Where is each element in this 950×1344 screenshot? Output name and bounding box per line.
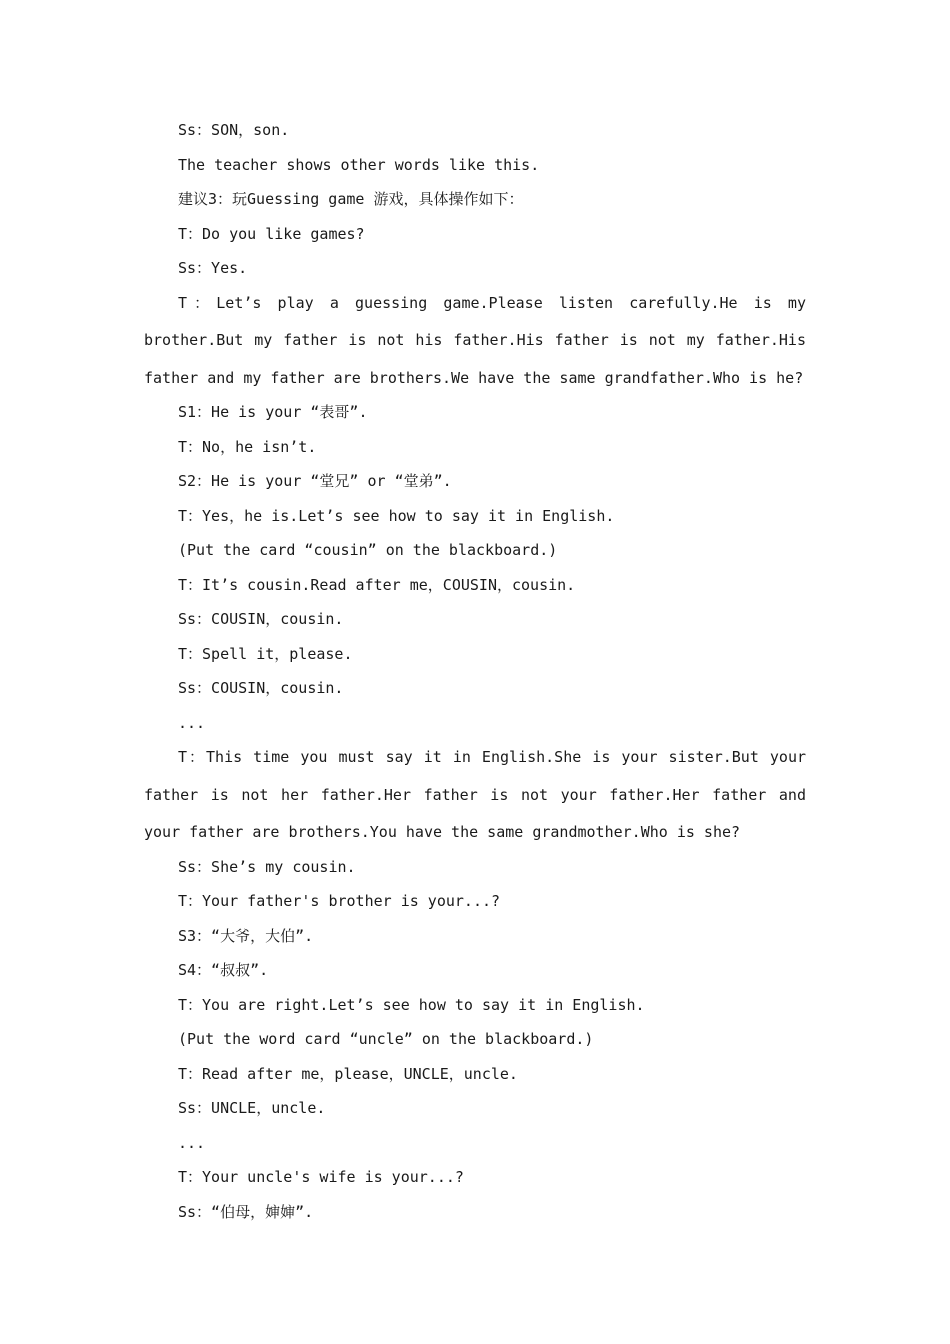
paragraph: Ss：SON，son. bbox=[178, 121, 290, 139]
paragraph: Ss：COUSIN，cousin. bbox=[178, 679, 344, 697]
paragraph: Ss：COUSIN，cousin. bbox=[178, 610, 344, 628]
paragraph: T：Do you like games? bbox=[178, 224, 365, 243]
paragraph: T：Spell it，please. bbox=[178, 644, 353, 663]
paragraph: T：No，he isn’t. bbox=[178, 437, 317, 456]
paragraph: T：You are right.Let’s see how to say it in English. bbox=[178, 995, 645, 1014]
paragraph: T：Yes，he is.Let’s see how to say it in English. bbox=[178, 506, 615, 525]
document-body bbox=[144, 112, 806, 1228]
paragraph: T：Let’s play a guessing game.Please listen carefully.He is my brother.But my father is not his father.His father is not my father.His father and my father are brothers.We have the same grandfather.Who is he? bbox=[144, 293, 806, 387]
paragraph: T：This time you must say it in English.She is your sister.But your father is not her father.Her father is not your father.Her father and your father are brothers.You have the same grandmother.Who is she? bbox=[144, 748, 806, 841]
paragraph: S2：He is your “堂兄” or “堂弟”. bbox=[178, 472, 452, 490]
paragraph: ... bbox=[178, 713, 206, 732]
paragraph: S1：He is your “表哥”. bbox=[178, 403, 368, 421]
paragraph: T：It’s cousin.Read after me，COUSIN，cousin. bbox=[178, 575, 576, 594]
paragraph: 建议3：玩Guessing game 游戏，具体操作如下： bbox=[178, 190, 524, 208]
paragraph: T：Read after me，please，UNCLE，uncle. bbox=[178, 1064, 518, 1083]
paragraph: (Put the word card “uncle” on the blackboard.) bbox=[178, 1030, 594, 1048]
paragraph: S4：“叔叔”. bbox=[178, 961, 269, 979]
paragraph: ... bbox=[178, 1133, 206, 1152]
paragraph: S3：“大爷，大伯”. bbox=[178, 926, 314, 945]
paragraph: T：Your father's brother is your...? bbox=[178, 892, 501, 910]
paragraph: (Put the card “cousin” on the blackboard.) bbox=[178, 541, 558, 559]
paragraph: T：Your uncle's wife is your...? bbox=[178, 1168, 464, 1186]
paragraph: Ss：She’s my cousin. bbox=[178, 857, 356, 876]
paragraph: Ss：Yes. bbox=[178, 259, 248, 277]
paragraph: Ss：“伯母，婶婶”. bbox=[178, 1202, 314, 1221]
paragraph: Ss：UNCLE，uncle. bbox=[178, 1099, 326, 1117]
paragraph: The teacher shows other words like this. bbox=[178, 155, 540, 174]
